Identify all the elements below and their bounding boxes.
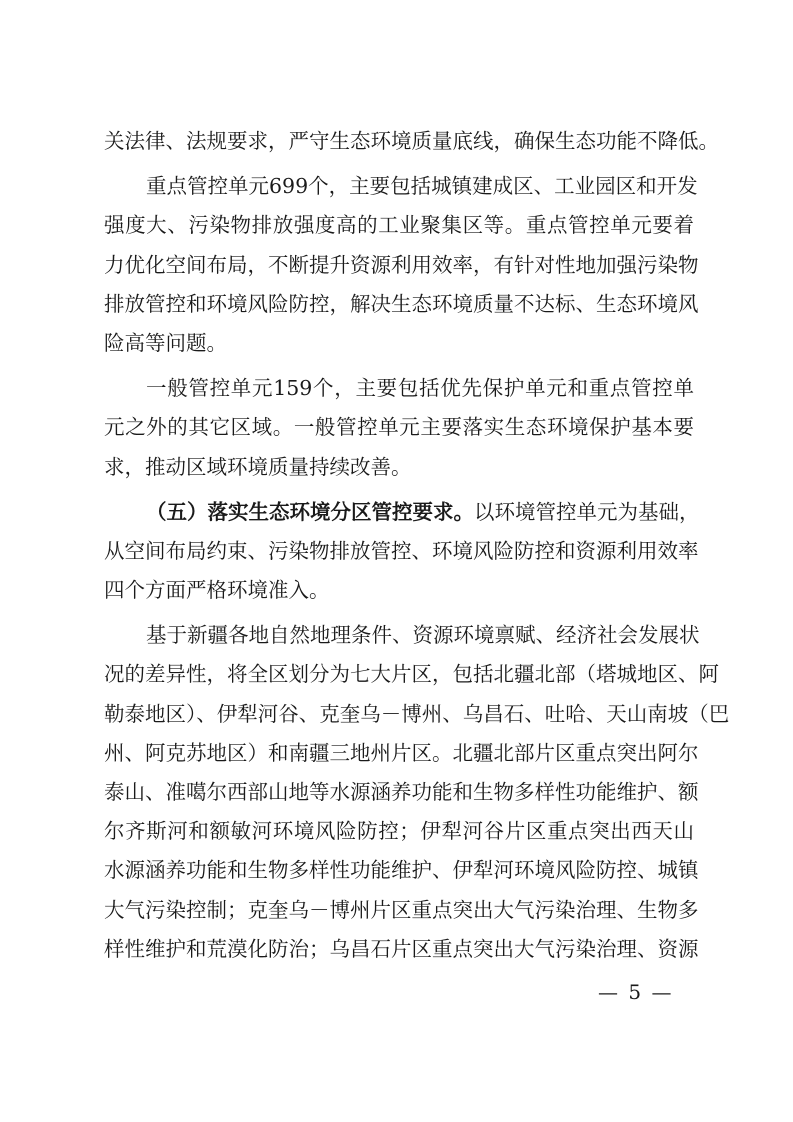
paragraph-line: 排放管控和环境风险防控，解决生态环境质量不达标、生态环境风 (104, 291, 699, 316)
paragraph-text: 以环境管控单元为基础， (474, 499, 700, 524)
page-number: — 5 — (598, 980, 674, 1004)
paragraph-line: 州、阿克苏地区）和南疆三地州片区。北疆北部片区重点突出阿尔 (104, 740, 699, 765)
paragraph-line: 泰山、准噶尔西部山地等水源涵养功能和生物多样性功能维护、额 (104, 780, 699, 804)
paragraph-line: 求，推动区域环境质量持续改善。 (104, 454, 412, 479)
paragraph-line: 关法律、法规要求，严守生态环境质量底线，确保生态功能不降低。 (104, 129, 719, 153)
paragraph-line: 强度大、污染物排放强度高的工业聚集区等。重点管控单元要着 (104, 213, 694, 238)
paragraph-line: 尔齐斯河和额敏河环境风险防控；伊犁河谷片区重点突出西天山 (104, 819, 694, 844)
paragraph-line: 大气污染控制；克奎乌－博州片区重点突出大气污染治理、生物多 (104, 897, 699, 922)
paragraph-line: 四个方面严格环境准入。 (104, 578, 330, 603)
paragraph-line: 元之外的其它区域。一般管控单元主要落实生态环境保护基本要 (104, 415, 694, 440)
paragraph-line: 况的差异性，将全区划分为七大片区，包括北疆北部（塔城地区、阿 (104, 662, 719, 687)
paragraph-line: 险高等问题。 (104, 330, 227, 355)
document-body (104, 122, 730, 969)
paragraph-line: 水源涵养功能和生物多样性功能维护、伊犁河环境风险防控、城镇 (104, 858, 699, 883)
paragraph-line (104, 493, 700, 532)
paragraph-line: 重点管控单元699个，主要包括城镇建成区、工业园区和开发 (146, 174, 698, 199)
paragraph-line: 基于新疆各地自然地理条件、资源环境禀赋、经济社会发展状 (146, 623, 700, 648)
paragraph-line: 力优化空间布局，不断提升资源利用效率，有针对性地加强污染物 (104, 252, 699, 277)
paragraph-line: 从空间布局约束、污染物排放管控、环境风险防控和资源利用效率 (104, 538, 699, 563)
paragraph-line: 一般管控单元159个，主要包括优先保护单元和重点管控单 (146, 376, 694, 401)
paragraph-line: 样性维护和荒漠化防治；乌昌石片区重点突出大气污染治理、资源 (104, 936, 699, 961)
section-heading: （五）落实生态环境分区管控要求。 (146, 499, 474, 524)
paragraph-line: 勒泰地区）、伊犁河谷、克奎乌－博州、乌昌石、吐哈、天山南坡（巴 (104, 701, 730, 726)
